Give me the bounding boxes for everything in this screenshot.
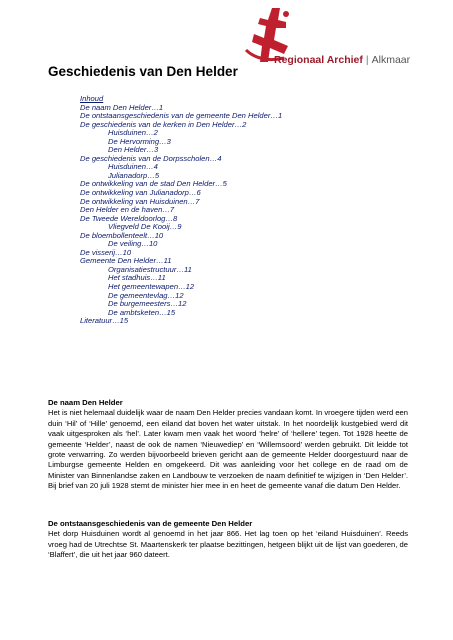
toc-subitem[interactable]: Het gemeentewapen…12: [108, 282, 195, 292]
toc-subitem[interactable]: Organisatiestructuur…11: [108, 264, 192, 274]
toc-subitem[interactable]: De Hervorming…3: [108, 136, 171, 146]
toc-item[interactable]: De geschiedenis van de Dorpsscholen…4: [80, 153, 222, 163]
toc-item[interactable]: De ontwikkeling van de stad Den Helder…5: [80, 179, 227, 189]
section-body: Het is niet helemaal duidelijk waar de naam Den Helder precies vandaan komt. In vroegere tijden werd een duin ‘Hil’ of ‘Hille’ genoemd, een eiland dat boven het water uitstak. In het noordelijk kustgebied werd dit vaak uitgesproken als ‘hel’. Later kwam men vaak het woord ‘helre’ of ‘hellere’ tegen. Tot 1928 heette de gemeente ‘Helder’, naast de ook de namen ‘Nieuwediep’ en ‘Willemsoord’ werden gebruikt. Dit leidde tot grote verwarring. Zo werden bijvoorbeeld brieven gericht aan de gemeente Helder doorgestuurd naar de Limburgse gemeente Helden en omgekeerd. Dit was aanleiding voor het college en de raad om de Minister van Binnenlandse zaken en Landbouw te verzoeken de naam definitief te wijzigen in ‘Den Helder’. Bij brief van 20 juli 1928 stemt de minister hier mee in en heet de gemeente vanaf die datum Den Helder.: [48, 408, 408, 491]
toc-subitem[interactable]: Den Helder…3: [108, 145, 159, 155]
toc-subitem[interactable]: Huisduinen…2: [108, 128, 158, 138]
toc-item[interactable]: De visserij…10: [80, 247, 132, 257]
section-heading: De ontstaansgeschiedenis van de gemeente Den Helder: [48, 519, 253, 528]
toc-item[interactable]: De bloembollenteelt…10: [80, 230, 164, 240]
toc-subitem[interactable]: Huisduinen…4: [108, 162, 158, 172]
section-name-den-helder: [48, 398, 408, 492]
toc-item[interactable]: De Tweede Wereldoorlog…8: [80, 213, 178, 223]
archive-brand-name: Regionaal Archief: [274, 54, 363, 66]
toc-subitem[interactable]: De gemeentevlag…12: [108, 290, 184, 300]
toc-item[interactable]: Literatuur…15: [80, 316, 129, 326]
section-heading: De naam Den Helder: [48, 398, 123, 407]
toc-item[interactable]: Den Helder en de haven…7: [80, 205, 175, 215]
toc-subitem[interactable]: Vliegveld De Kooij…9: [108, 222, 182, 232]
toc-subitem[interactable]: De ambtsketen…15: [108, 307, 176, 317]
archive-city-name: Alkmaar: [371, 54, 411, 66]
toc-subitem[interactable]: De burgemeesters…12: [108, 299, 187, 309]
archive-logo: [240, 6, 452, 76]
toc-item[interactable]: Gemeente Den Helder…11: [80, 256, 172, 266]
toc-item[interactable]: De ontstaansgeschiedenis van de gemeente Den Helder…1: [80, 111, 283, 121]
section-body: Het dorp Huisduinen wordt al genoemd in het jaar 866. Het lag toen op het ‘eiland Huisduinen’. Reeds vroeg had de Utrechtse St. Maartenskerk ter plaatse bezittingen, hetgeen blijkt uit de lijst van goederen, de ‘Blaffert’, die uit het jaar 960 dateert.: [48, 529, 408, 560]
toc-subitem[interactable]: Het stadhuis…11: [108, 273, 166, 283]
toc-item[interactable]: De ontwikkeling van Julianadorp…6: [80, 188, 201, 198]
archive-logo-text: [274, 54, 410, 66]
toc-heading: Inhoud: [80, 94, 104, 103]
table-of-contents: [80, 95, 380, 326]
archive-logo-separator: |: [365, 54, 369, 66]
toc-item[interactable]: De geschiedenis van de kerken in Den Helder…2: [80, 119, 247, 129]
page-title: Geschiedenis van Den Helder: [48, 64, 238, 79]
toc-item[interactable]: De ontwikkeling van Huisduinen…7: [80, 196, 200, 206]
toc-subitem[interactable]: Julianadorp…5: [108, 170, 160, 180]
toc-item[interactable]: De naam Den Helder…1: [80, 102, 164, 112]
toc-subitem[interactable]: De veiling…10: [108, 239, 158, 249]
section-ontstaansgeschiedenis: [48, 519, 408, 561]
